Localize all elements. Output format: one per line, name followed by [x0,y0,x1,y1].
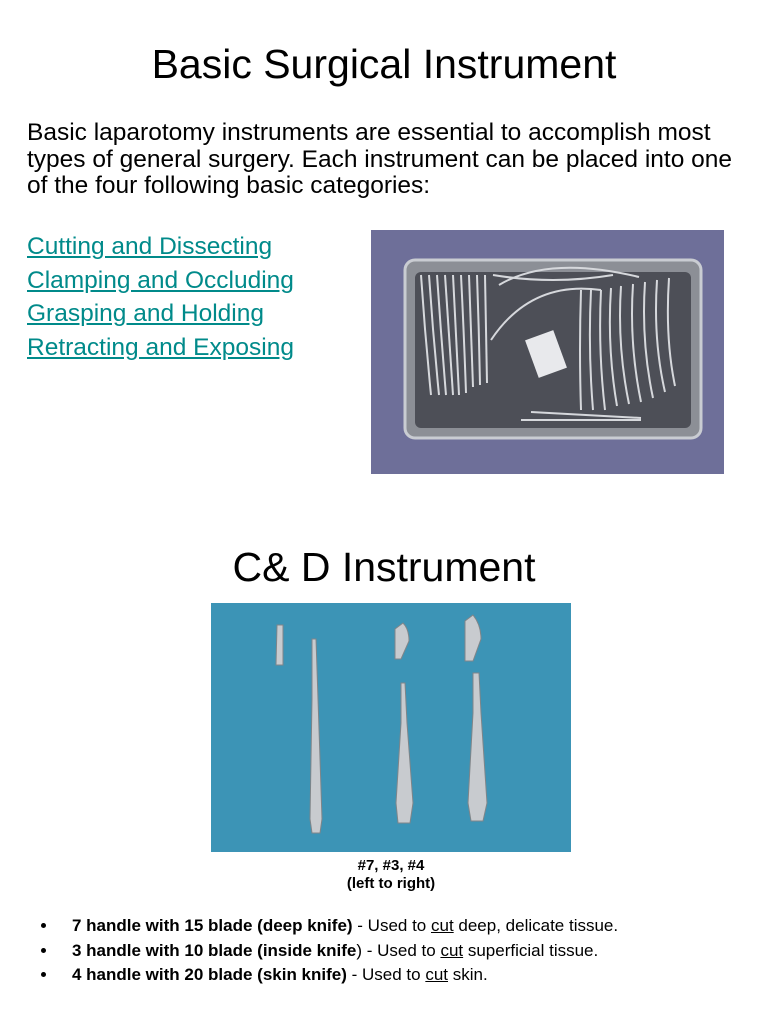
photo-caption-order: (left to right) [346,875,436,892]
instrument-tray-photo [371,230,724,474]
list-item [58,939,758,964]
instrument-tray-illustration [371,230,724,474]
link-retracting-exposing[interactable]: Retracting and Exposing [27,333,294,361]
item-text: deep, delicate tissue. [453,916,619,935]
item-text: - Used to [352,916,431,935]
link-grasping-holding[interactable]: Grasping and Holding [27,300,264,327]
link-clamping-occluding[interactable]: Clamping and Occluding [27,266,294,294]
list-item [58,963,758,988]
photo-caption-numbers: #7, #3, #4 [357,857,425,874]
item-verb: cut [430,916,454,935]
item-verb: cut [425,965,449,984]
item-text: superficial tissue. [463,940,599,960]
item-title: 3 handle with 10 blade (inside knife [72,940,357,960]
item-verb: cut [440,940,464,960]
item-title: 7 handle with 15 blade (deep knife) [72,916,353,935]
category-links [27,230,294,364]
item-text: - Used to [346,965,426,984]
list-item [58,914,758,939]
page-title: Basic Surgical Instrument [151,41,617,87]
link-cutting-dissecting[interactable]: Cutting and Dissecting [27,233,273,260]
scalpel-handles-photo [211,603,571,852]
scalpel-description-list [40,914,758,988]
item-text: ) - Used to [356,940,441,960]
item-title: 4 handle with 20 blade (skin knife) [72,965,347,984]
intro-paragraph: Basic laparotomy instruments are essential to accomplish most types of general surgery. Each instrument can be placed into one of the four following basic categories: [27,119,733,199]
scalpel-illustration [211,603,571,852]
item-text: skin. [448,965,488,984]
section-title: C& D Instrument [232,544,536,590]
